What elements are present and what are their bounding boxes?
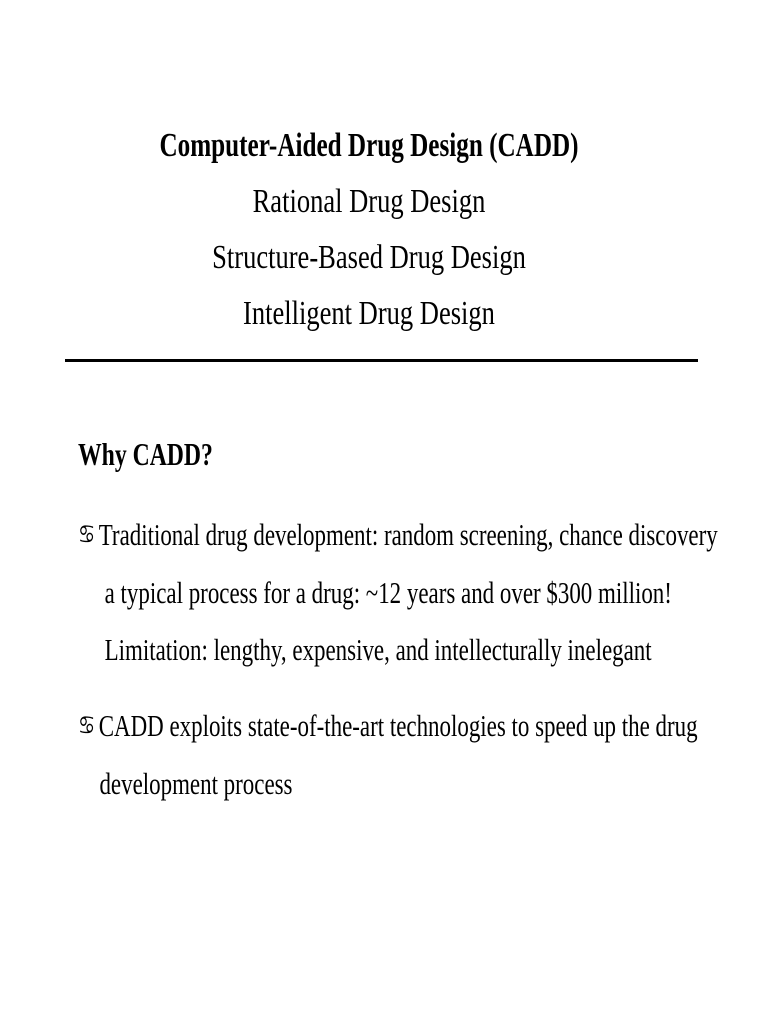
alt-name-intelligent: Intelligent Drug Design	[243, 295, 495, 332]
bullet-item	[78, 506, 718, 678]
title-block	[0, 118, 738, 342]
alt-name-rational: Rational Drug Design	[252, 183, 486, 220]
bullet-text-line: Limitation: lengthy, expensive, and intellecturally inelegant	[104, 632, 652, 667]
bullet-text-line: a typical process for a drug: ~12 years and over $300 million!	[104, 575, 672, 610]
horizontal-divider	[65, 359, 698, 362]
cancer-zodiac-icon: ♋	[78, 520, 96, 550]
bullet-text-line: CADD exploits state-of-the-art technologies to speed up the drug	[98, 708, 698, 743]
bullet-item	[78, 697, 718, 812]
alt-name-structure-based: Structure-Based Drug Design	[212, 239, 526, 276]
section-heading: Why CADD?	[78, 436, 213, 472]
page-title: Computer-Aided Drug Design (CADD)	[159, 127, 579, 164]
cancer-zodiac-icon: ♋	[78, 711, 96, 741]
bullet-text-line: development process	[99, 766, 293, 801]
bullet-text-line: Traditional drug development: random screening, chance discovery	[98, 517, 718, 552]
